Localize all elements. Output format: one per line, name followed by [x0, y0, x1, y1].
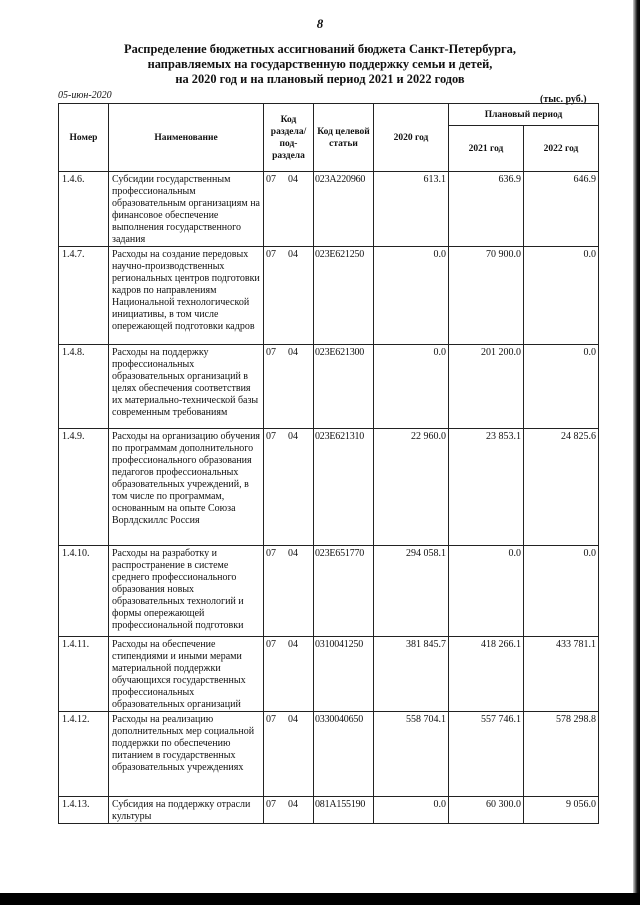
row-subsection: 04	[288, 799, 298, 810]
row-number: 1.4.10.	[59, 546, 109, 637]
row-section: 07	[266, 548, 276, 559]
row-section-code	[264, 637, 314, 712]
row-amount-2022: 0.0	[524, 546, 599, 637]
row-section: 07	[266, 347, 276, 358]
row-name: Субсидии государственным профессиональным образовательным организациям на финансовое обеспечение выполнения государственного задания	[109, 172, 264, 247]
header-target-code: Код целевой статьи	[314, 104, 374, 172]
row-number: 1.4.8.	[59, 345, 109, 429]
row-target-code: 023A220960	[314, 172, 374, 247]
header-number: Номер	[59, 104, 109, 172]
row-name: Расходы на создание передовых научно-производственных региональных центров подготовки кадров по направлениям Национальной технологической инициативы, в том числе опережающей подготовки кадров	[109, 247, 264, 345]
title-line: на 2020 год и на плановый период 2021 и 2022 годов	[175, 72, 465, 86]
table-row	[59, 345, 599, 429]
row-subsection: 04	[288, 639, 298, 650]
row-amount-2021: 418 266.1	[449, 637, 524, 712]
row-section-code	[264, 546, 314, 637]
units-label: (тыс. руб.)	[540, 94, 587, 105]
row-number: 1.4.13.	[59, 797, 109, 824]
row-subsection: 04	[288, 548, 298, 559]
table-row	[59, 247, 599, 345]
row-number: 1.4.6.	[59, 172, 109, 247]
row-section-code	[264, 429, 314, 546]
row-name: Субсидия на поддержку отрасли культуры	[109, 797, 264, 824]
row-name: Расходы на обеспечение стипендиями и иными мерами материальной поддержки обучающихся государственных профессиональных образовательных организаций	[109, 637, 264, 712]
header-planned-period: Плановый период	[449, 104, 599, 126]
table-row	[59, 429, 599, 546]
table-row	[59, 172, 599, 247]
row-subsection: 04	[288, 347, 298, 358]
row-amount-2021: 70 900.0	[449, 247, 524, 345]
row-amount-2022: 24 825.6	[524, 429, 599, 546]
row-name: Расходы на поддержку профессиональных образовательных организаций в целях обеспечения соответствия их материально-технической базы современным требованиям	[109, 345, 264, 429]
header-2022: 2022 год	[524, 126, 599, 172]
row-section: 07	[266, 249, 276, 260]
row-number: 1.4.9.	[59, 429, 109, 546]
row-amount-2020: 0.0	[374, 247, 449, 345]
row-amount-2020: 558 704.1	[374, 712, 449, 797]
row-target-code: 023E621300	[314, 345, 374, 429]
row-amount-2020: 22 960.0	[374, 429, 449, 546]
row-amount-2021: 201 200.0	[449, 345, 524, 429]
row-section: 07	[266, 639, 276, 650]
row-subsection: 04	[288, 249, 298, 260]
row-section-code	[264, 172, 314, 247]
row-target-code: 023E651770	[314, 546, 374, 637]
row-section: 07	[266, 174, 276, 185]
row-amount-2022: 578 298.8	[524, 712, 599, 797]
row-target-code: 081A155190	[314, 797, 374, 824]
row-amount-2021: 60 300.0	[449, 797, 524, 824]
row-section-code	[264, 712, 314, 797]
row-amount-2020: 0.0	[374, 345, 449, 429]
scan-edge	[633, 0, 640, 905]
row-target-code: 023E621310	[314, 429, 374, 546]
row-name: Расходы на реализацию дополнительных мер социальной поддержки по обеспечению питанием в государственных образовательных учреждениях	[109, 712, 264, 797]
title-line: Распределение бюджетных ассигнований бюджета Санкт-Петербурга,	[124, 42, 516, 56]
row-amount-2021: 557 746.1	[449, 712, 524, 797]
title-line: направляемых на государственную поддержку семьи и детей,	[147, 57, 493, 71]
row-amount-2020: 381 845.7	[374, 637, 449, 712]
page-number: 8	[316, 16, 324, 31]
header-2020: 2020 год	[374, 104, 449, 172]
row-amount-2022: 0.0	[524, 345, 599, 429]
row-subsection: 04	[288, 714, 298, 725]
row-name: Расходы на организацию обучения по программам дополнительного профессионального образования педагогов профессиональных образовательных учреждений, в том числе по программам, основанным на опыте Союза Ворлдскиллс Россия	[109, 429, 264, 546]
row-target-code: 0310041250	[314, 637, 374, 712]
row-section: 07	[266, 714, 276, 725]
row-amount-2020: 294 058.1	[374, 546, 449, 637]
row-name: Расходы на разработку и распространение в системе среднего профессионального образования новых образовательных технологий и формы опережающей профессиональной подготовки	[109, 546, 264, 637]
row-amount-2021: 0.0	[449, 546, 524, 637]
row-target-code: 023E621250	[314, 247, 374, 345]
row-amount-2020: 613.1	[374, 172, 449, 247]
row-amount-2022: 646.9	[524, 172, 599, 247]
budget-table	[58, 103, 599, 824]
row-number: 1.4.12.	[59, 712, 109, 797]
row-number: 1.4.11.	[59, 637, 109, 712]
row-amount-2022: 433 781.1	[524, 637, 599, 712]
row-section: 07	[266, 799, 276, 810]
row-amount-2021: 636.9	[449, 172, 524, 247]
row-amount-2022: 9 056.0	[524, 797, 599, 824]
table-row	[59, 546, 599, 637]
row-section-code	[264, 345, 314, 429]
header-2021: 2021 год	[449, 126, 524, 172]
document-date: 05-июн-2020	[58, 90, 112, 101]
scan-bottom-edge	[0, 893, 640, 905]
table-row	[59, 712, 599, 797]
row-target-code: 0330040650	[314, 712, 374, 797]
row-section-code	[264, 797, 314, 824]
header-section-code: Код раздела/ под- раздела	[264, 104, 314, 172]
table-row	[59, 797, 599, 824]
row-amount-2020: 0.0	[374, 797, 449, 824]
row-amount-2021: 23 853.1	[449, 429, 524, 546]
row-subsection: 04	[288, 174, 298, 185]
row-section: 07	[266, 431, 276, 442]
document-title	[80, 42, 560, 87]
table-row	[59, 637, 599, 712]
header-name: Наименование	[109, 104, 264, 172]
row-section-code	[264, 247, 314, 345]
row-subsection: 04	[288, 431, 298, 442]
row-amount-2022: 0.0	[524, 247, 599, 345]
row-number: 1.4.7.	[59, 247, 109, 345]
